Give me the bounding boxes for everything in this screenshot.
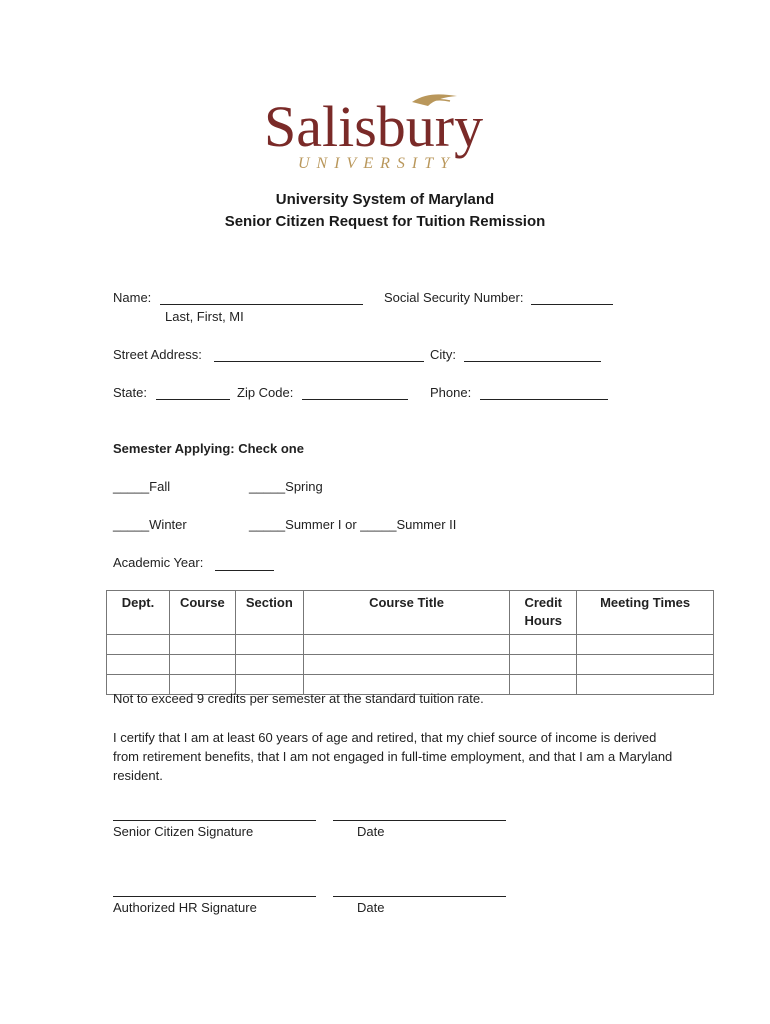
table-cell[interactable] bbox=[235, 635, 303, 655]
state-label: State: bbox=[113, 385, 147, 400]
table-cell[interactable] bbox=[577, 675, 714, 695]
winter-label: Winter bbox=[149, 517, 187, 532]
street-address-field[interactable] bbox=[214, 361, 424, 362]
state-field[interactable] bbox=[156, 399, 230, 400]
credit-hours-line2: Hours bbox=[524, 613, 563, 628]
senior-date-label: Date bbox=[357, 824, 385, 839]
col-course: Course bbox=[169, 591, 235, 635]
hr-signature-label: Authorized HR Signature bbox=[113, 900, 257, 915]
certification-statement: I certify that I am at least 60 years of age and retired, that my chief source of income is derived from retirement benefits, that I am not engaged in full-time employment, and that I am a Maryland resident. bbox=[113, 730, 673, 783]
academic-year-label: Academic Year: bbox=[113, 555, 204, 570]
summer2-blank[interactable]: _____ bbox=[360, 517, 397, 532]
senior-signature-label: Senior Citizen Signature bbox=[113, 824, 254, 839]
col-dept: Dept. bbox=[107, 591, 170, 635]
city-field[interactable] bbox=[464, 361, 601, 362]
hr-date-line[interactable] bbox=[333, 896, 506, 897]
spring-option[interactable] bbox=[249, 479, 323, 494]
fall-blank[interactable]: _____ bbox=[113, 479, 150, 494]
table-cell[interactable] bbox=[577, 655, 714, 675]
table-cell[interactable] bbox=[577, 635, 714, 655]
col-credit-hours bbox=[510, 591, 577, 635]
fall-option[interactable] bbox=[113, 479, 170, 494]
city-label: City: bbox=[430, 347, 456, 362]
name-field[interactable] bbox=[160, 304, 363, 305]
credit-hours-line1: Credit bbox=[524, 595, 563, 610]
table-cell[interactable] bbox=[303, 635, 510, 655]
logo-graphic bbox=[262, 90, 512, 172]
credit-limit-note: Not to exceed 9 credits per semester at the standard tuition rate. bbox=[113, 691, 484, 706]
spring-label: Spring bbox=[285, 479, 323, 494]
table-cell[interactable] bbox=[235, 655, 303, 675]
course-table bbox=[106, 590, 714, 695]
hr-signature-line[interactable] bbox=[113, 896, 316, 897]
hr-date-label: Date bbox=[357, 900, 385, 915]
summer2-label: Summer II bbox=[396, 517, 457, 532]
zip-code-label: Zip Code: bbox=[237, 385, 294, 400]
name-label: Name: bbox=[113, 290, 152, 305]
summer1-label: Summer I or bbox=[285, 517, 357, 532]
table-row bbox=[107, 635, 714, 655]
table-cell[interactable] bbox=[169, 635, 235, 655]
fall-label: Fall bbox=[149, 479, 171, 494]
table-cell[interactable] bbox=[303, 655, 510, 675]
col-section: Section bbox=[235, 591, 303, 635]
col-meeting-times: Meeting Times bbox=[577, 591, 714, 635]
salisbury-university-logo bbox=[262, 90, 512, 172]
table-cell[interactable] bbox=[169, 655, 235, 675]
academic-year-field[interactable] bbox=[215, 570, 274, 571]
table-cell[interactable] bbox=[510, 635, 577, 655]
form-title-line1: University System of Maryland bbox=[275, 191, 495, 208]
winter-option[interactable] bbox=[113, 517, 187, 532]
semester-heading: Semester Applying: Check one bbox=[113, 441, 304, 456]
table-row bbox=[107, 655, 714, 675]
spring-blank[interactable]: _____ bbox=[249, 479, 286, 494]
table-cell[interactable] bbox=[510, 675, 577, 695]
senior-date-line[interactable] bbox=[333, 820, 506, 821]
table-cell[interactable] bbox=[510, 655, 577, 675]
col-course-title: Course Title bbox=[303, 591, 510, 635]
logo-subtitle: UNIVERSITY bbox=[298, 155, 456, 172]
course-table-header-row bbox=[107, 591, 714, 635]
ssn-field[interactable] bbox=[531, 304, 613, 305]
street-address-label: Street Address: bbox=[113, 347, 202, 362]
ssn-label: Social Security Number: bbox=[384, 290, 524, 305]
table-cell[interactable] bbox=[107, 655, 170, 675]
summer1-blank[interactable]: _____ bbox=[249, 517, 286, 532]
zip-code-field[interactable] bbox=[302, 399, 408, 400]
name-hint: Last, First, MI bbox=[165, 309, 244, 324]
phone-label: Phone: bbox=[430, 385, 472, 400]
phone-field[interactable] bbox=[480, 399, 608, 400]
senior-signature-line[interactable] bbox=[113, 820, 316, 821]
winter-blank[interactable]: _____ bbox=[113, 517, 150, 532]
summer-options[interactable] bbox=[249, 517, 456, 532]
form-title-line2: Senior Citizen Request for Tuition Remission bbox=[224, 213, 546, 230]
table-cell[interactable] bbox=[107, 635, 170, 655]
logo-wordmark: Salisbury bbox=[264, 94, 484, 159]
